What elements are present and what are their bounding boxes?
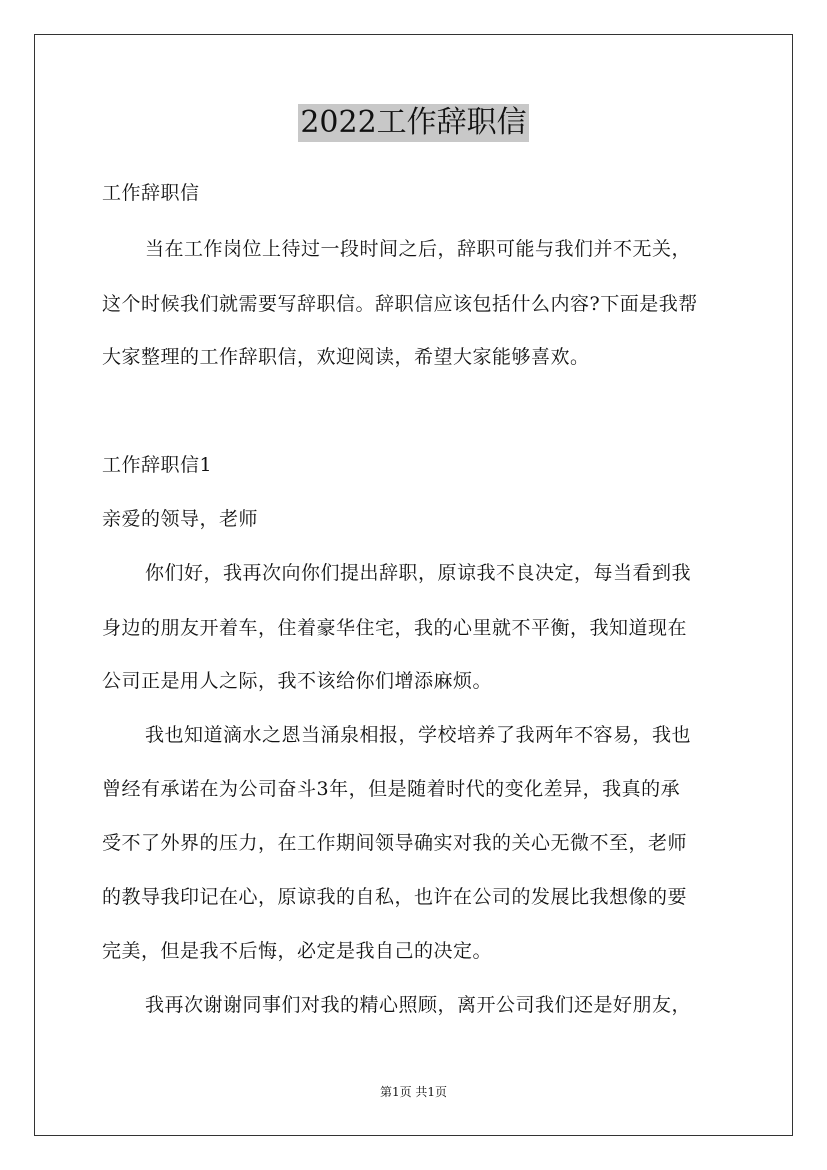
title-container <box>0 104 827 142</box>
paragraph-line: 我也知道滴水之恩当涌泉相报，学校培养了我两年不容易，我也 <box>145 724 692 746</box>
paragraph-line: 完美，但是我不后悔，必定是我自己的决定。 <box>102 940 493 962</box>
salutation: 亲爱的领导，老师 <box>102 508 259 530</box>
paragraph-line: 曾经有承诺在为公司奋斗3年，但是随着时代的变化差异，我真的承 <box>102 778 681 800</box>
section-heading: 工作辞职信1 <box>102 454 213 476</box>
paragraph-line: 当在工作岗位上待过一段时间之后，辞职可能与我们并不无关， <box>145 238 692 260</box>
section-heading: 工作辞职信 <box>102 182 200 204</box>
page-footer: 第1页 共1页 <box>379 1085 448 1099</box>
paragraph-line: 受不了外界的压力，在工作期间领导确实对我的关心无微不至，老师 <box>102 832 688 854</box>
paragraph-line: 你们好，我再次向你们提出辞职，原谅我不良决定，每当看到我 <box>145 562 692 584</box>
paragraph-line: 公司正是用人之际，我不该给你们增添麻烦。 <box>102 670 493 692</box>
paragraph-line: 身边的朋友开着车，住着豪华住宅，我的心里就不平衡，我知道现在 <box>102 617 688 639</box>
paragraph-line: 的教导我印记在心，原谅我的自私，也许在公司的发展比我想像的要 <box>102 886 688 908</box>
paragraph-line: 大家整理的工作辞职信，欢迎阅读，希望大家能够喜欢。 <box>102 346 590 368</box>
document-title: 2022工作辞职信 <box>300 105 527 140</box>
paragraph-line: 这个时候我们就需要写辞职信。辞职信应该包括什么内容?下面是我帮 <box>102 293 698 315</box>
paragraph-line: 我再次谢谢同事们对我的精心照顾，离开公司我们还是好朋友， <box>145 994 692 1016</box>
